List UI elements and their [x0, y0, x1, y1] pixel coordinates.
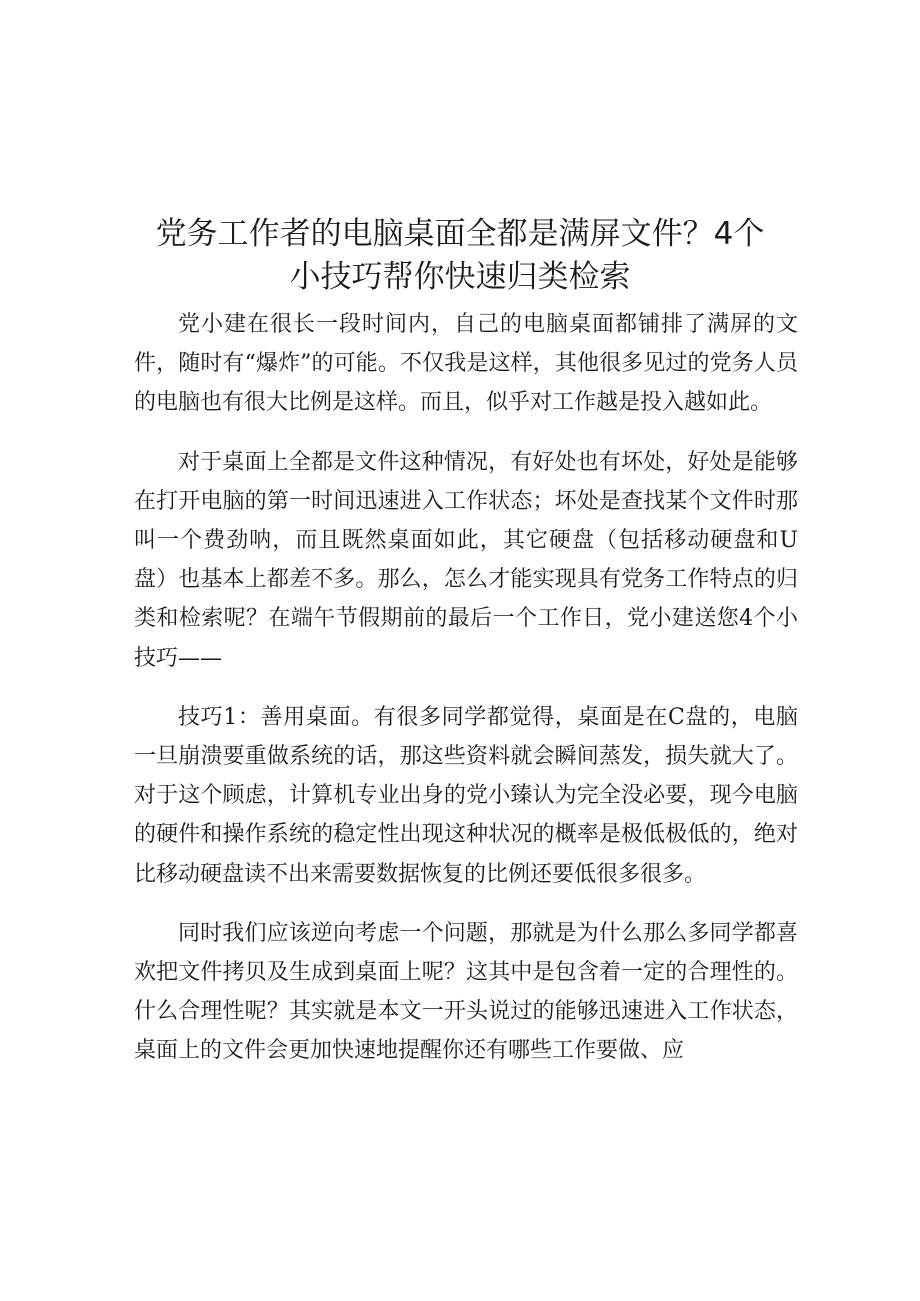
article-title [130, 213, 790, 299]
article-title-line-1: 党务工作者的电脑桌面全都是满屏文件？4个 [155, 216, 765, 252]
paragraph-4: 同时我们应该逆向考虑一个问题，那就是为什么那么多同学都喜欢把文件拷贝及生成到桌面上呢？这其中是包含着一定的合理性的。什么合理性呢？其实就是本文一开头说过的能够迅速进入工作状态，桌面上的文件会更加快速地提醒你还有哪些工作要做、应 [134, 920, 798, 1064]
paragraph-2: 对于桌面上全都是文件这种情况，有好处也有坏处，好处是能够在打开电脑的第一时间迅速进入工作状态；坏处是查找某个文件时那叫一个费劲呐，而且既然桌面如此，其它硬盘（包括移动硬盘和U盘）也基本上都差不多。那么，怎么才能实现具有党务工作特点的归类和检索呢？在端午节假期前的最后一个工作日，党小建送您4个小技巧—— [134, 449, 798, 671]
article-body [134, 305, 798, 1091]
paragraph-3: 技巧1：善用桌面。有很多同学都觉得，桌面是在C盘的，电脑一旦崩溃要重做系统的话，那这些资料就会瞬间蒸发，损失就大了。对于这个顾虑，计算机专业出身的党小臻认为完全没必要，现今电脑的硬件和操作系统的稳定性出现这种状况的概率是极低极低的，绝对比移动硬盘读不出来需要数据恢复的比例还要低很多很多。 [134, 704, 798, 887]
paragraph-1: 党小建在很长一段时间内，自己的电脑桌面都铺排了满屏的文件，随时有“爆炸”的可能。不仅我是这样，其他很多见过的党务人员的电脑也有很大比例是这样。而且，似乎对工作越是投入越如此。 [134, 312, 798, 416]
article-title-line-2: 小技巧帮你快速归类检索 [289, 259, 631, 295]
